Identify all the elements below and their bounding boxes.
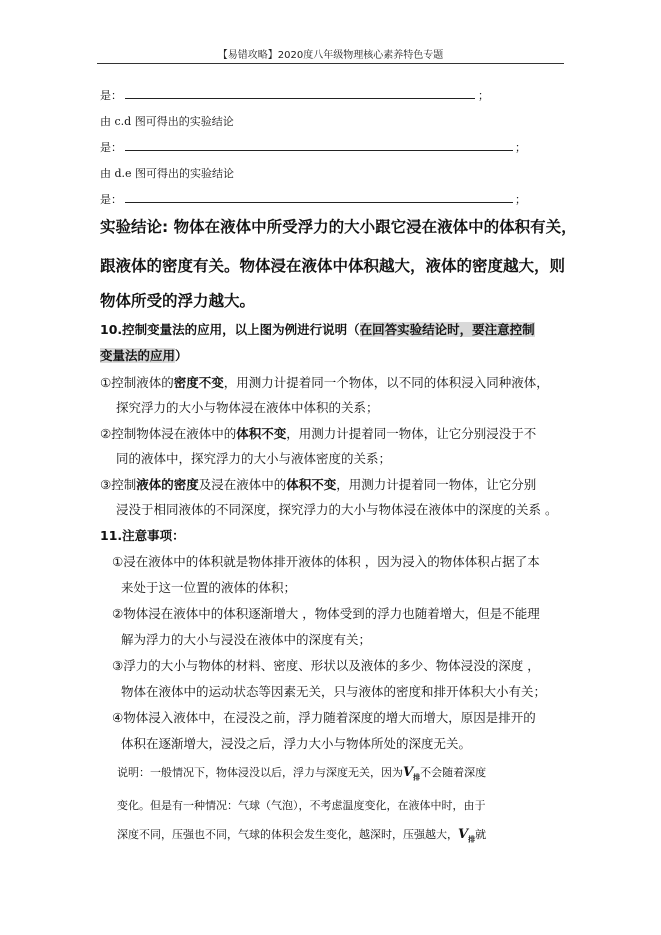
s10-item-2-key: 体积不变: [236, 426, 287, 441]
s11-item-3-marker: ③: [112, 658, 124, 673]
blank-2-label: 是：: [100, 141, 122, 154]
s10-item-3-cont: 浸没于相同液体的不同深度，探究浮力的大小与物体浸在液体中的深度的关系 。: [116, 502, 558, 517]
s11-item-1-cont: 来处于这一位置的液体的体积；: [121, 580, 297, 595]
s11-item-4: ④物体浸入液体中，在浸没之前，浮力随着深度的增大而增大，原因是排开的: [112, 710, 536, 725]
note-line-2: 变化。但是有一种情况：气球（气泡），不考虑温度变化，在液体中时，由于: [117, 799, 486, 812]
s10-item-2-cont: 同的液体中，探究浮力的大小与液体密度的关系；: [116, 451, 392, 466]
s11-item-2-marker: ②: [112, 606, 124, 621]
conclusion-line-2: 跟液体的密度有关。物体浸在液体中体积越大，液体的密度越大，则: [100, 257, 566, 275]
s11-item-1: ①浸在液体中的体积就是物体排开液体的体积 ，因为浸入的物体体积占据了本: [112, 554, 540, 569]
s10-item-1: ①控制液体的密度不变，用测力计提着同一个物体，以不同的体积浸入同种液体，: [100, 375, 549, 390]
blank-2-end: ；: [515, 141, 526, 154]
section-10-note-highlight-2: 变量法的应用: [100, 348, 176, 363]
s11-item-2: ②物体浸在液体中的体积逐渐增大 ，物体受到的浮力也随着增大，但是不能理: [112, 606, 540, 621]
v-pai-symbol: $V_排$: [403, 765, 421, 782]
v-pai-symbol-2: $V_排$: [458, 827, 476, 844]
blank-3-end: ；: [515, 193, 526, 206]
s10-item-1-cont: 探究浮力的大小与物体浸在液体中体积的关系；: [116, 400, 379, 415]
section-10-title-line: [100, 320, 535, 338]
s10-item-2: ②控制物体浸在液体中的体积不变，用测力计提着同一物体，让它分别浸没于不: [100, 426, 537, 441]
s10-item-3-key: 液体的密度: [136, 477, 199, 492]
caption-cd: 由 c.d 图可得出的实验结论: [100, 115, 234, 128]
s11-item-3-cont: 物体在液体中的运动状态等因素无关，只与液体的密度和排开体积大小有关；: [121, 684, 547, 699]
s10-item-3: ③控制液体的密度及浸在液体中的体积不变，用测力计提着同一物体，让它分别: [100, 477, 537, 492]
s11-item-4-cont: 体积在逐渐增大，浸没之后，浮力大小与物体所处的深度无关。: [121, 736, 472, 751]
s10-item-3-key2: 体积不变: [286, 477, 337, 492]
s11-item-1-marker: ①: [112, 554, 124, 569]
blank-3-line[interactable]: [125, 202, 513, 203]
section-11-title: 11.注意事项：: [100, 528, 185, 543]
blank-1-label: 是：: [100, 89, 122, 102]
header-divider: [97, 63, 564, 64]
note-line-3: 深度不同，压强也不同，气球的体积会发生变化，越深时，压强越大，$V_排$就: [117, 827, 487, 844]
note-line-1: 说明：一般情况下，物体浸没以后，浮力与深度无关，因为$V_排$不会随着深度: [117, 765, 487, 782]
section-10-note-highlight: 在回答实验结论时，要注意控制: [359, 322, 535, 337]
blank-1-end: ；: [478, 89, 489, 102]
s11-item-4-marker: ④: [112, 710, 124, 725]
s11-item-3: ③浮力的大小与物体的材料、密度、形状以及液体的多少、物体浸没的深度 ，: [112, 658, 540, 673]
conclusion-line-1: 实验结论: 物体在液体中所受浮力的大小跟它浸在液体中的体积有关，: [100, 218, 577, 236]
section-10-title-cont: [100, 346, 188, 364]
section-10-title: 10.控制变量法的应用，以上图为例进行说明（: [100, 322, 360, 337]
caption-de: 由 d.e 图可得出的实验结论: [100, 167, 235, 180]
conclusion-line-3: 物体所受的浮力越大。: [100, 292, 256, 310]
s10-item-1-marker: ①: [100, 375, 112, 390]
blank-1-line[interactable]: [125, 98, 475, 99]
s11-item-2-cont: 解为浮力的大小与浸没在液体中的深度有关；: [121, 632, 372, 647]
blank-3-label: 是：: [100, 193, 122, 206]
s10-item-2-marker: ②: [100, 426, 112, 441]
blank-2-line[interactable]: [125, 150, 513, 151]
s10-item-1-key: 密度不变: [173, 375, 224, 390]
page-header: 【易错攻略】2020度八年级物理核心素养特色专题: [217, 50, 444, 61]
section-10-close: ）: [175, 348, 188, 363]
s10-item-3-marker: ③: [100, 477, 112, 492]
